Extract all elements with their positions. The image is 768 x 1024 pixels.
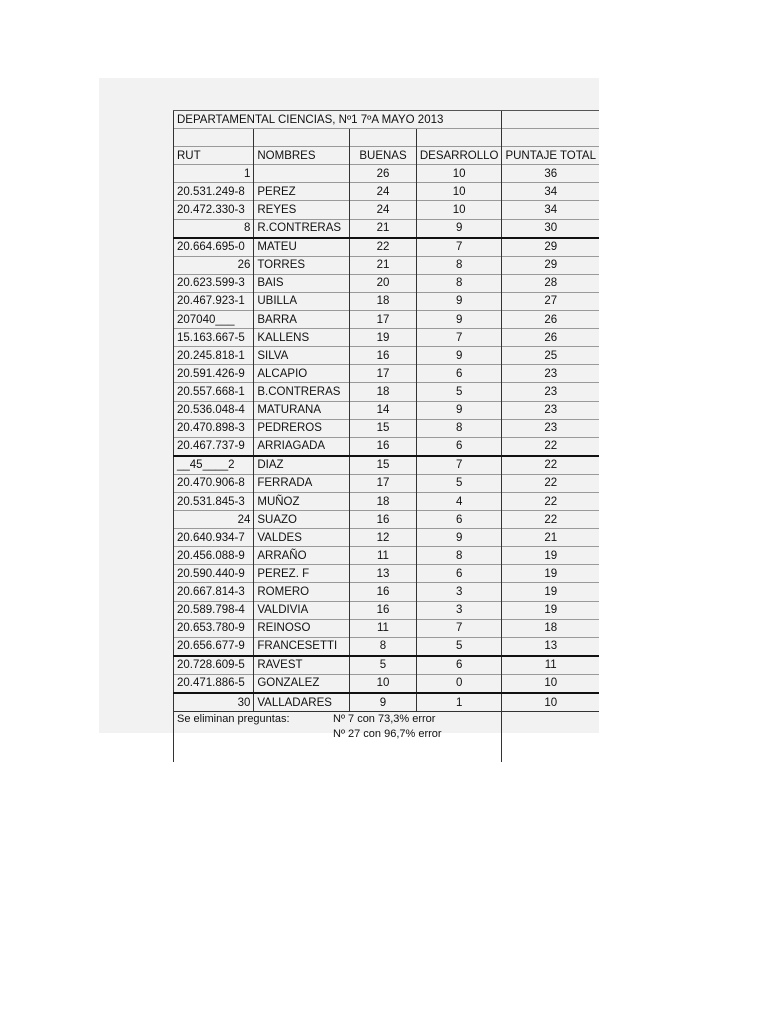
buenas-cell: 9: [350, 693, 417, 712]
name-cell: MUÑOZ: [254, 492, 350, 510]
buenas-cell: 11: [350, 547, 417, 565]
rut-cell: 26: [174, 256, 254, 274]
desarrollo-cell: 9: [416, 529, 502, 547]
header-row: [174, 147, 600, 165]
total-cell: 29: [502, 256, 599, 274]
name-cell: UBILLA: [254, 292, 350, 310]
table-row: [174, 201, 600, 219]
desarrollo-cell: 10: [416, 183, 502, 201]
total-cell: 19: [502, 601, 599, 619]
desarrollo-cell: 8: [416, 256, 502, 274]
total-cell: 11: [502, 656, 599, 675]
table-row: [174, 637, 600, 656]
name-cell: PEDREROS: [254, 419, 350, 437]
rut-cell: 20.653.780-9: [174, 619, 254, 637]
name-cell: REINOSO: [254, 619, 350, 637]
header-nombres: NOMBRES: [254, 147, 350, 165]
total-cell: 22: [502, 437, 599, 456]
rut-cell: 20.245.818-1: [174, 347, 254, 365]
header-buenas: BUENAS: [350, 147, 417, 165]
rut-cell: 20.470.898-3: [174, 419, 254, 437]
rut-cell: 20.472.330-3: [174, 201, 254, 219]
table-title: DEPARTAMENTAL CIENCIAS, Nº1 7ºA MAYO 2013: [174, 111, 502, 129]
buenas-cell: 16: [350, 583, 417, 601]
name-cell: GONZALEZ: [254, 674, 350, 693]
total-cell: 10: [502, 693, 599, 712]
table-row: [174, 529, 600, 547]
desarrollo-cell: 7: [416, 238, 502, 257]
table-row: [174, 183, 600, 201]
name-cell: PEREZ. F: [254, 565, 350, 583]
total-cell: 22: [502, 492, 599, 510]
buenas-cell: 18: [350, 383, 417, 401]
name-cell: R.CONTRERAS: [254, 219, 350, 238]
rut-cell: 20.728.609-5: [174, 656, 254, 675]
total-cell: 19: [502, 565, 599, 583]
table-row: [174, 347, 600, 365]
total-cell: 29: [502, 238, 599, 257]
rut-cell: 1: [174, 165, 254, 183]
total-cell: 19: [502, 547, 599, 565]
table-row: [174, 583, 600, 601]
rut-cell: 20.531.845-3: [174, 492, 254, 510]
desarrollo-cell: 10: [416, 165, 502, 183]
desarrollo-cell: 9: [416, 311, 502, 329]
table-row: [174, 456, 600, 475]
empty-cell: [502, 111, 599, 129]
total-cell: 13: [502, 637, 599, 656]
table-row: [174, 219, 600, 238]
total-cell: 23: [502, 383, 599, 401]
table-row: [174, 365, 600, 383]
desarrollo-cell: 0: [416, 674, 502, 693]
table-row: [174, 474, 600, 492]
rut-cell: 20.531.249-8: [174, 183, 254, 201]
buenas-cell: 17: [350, 311, 417, 329]
total-cell: 23: [502, 419, 599, 437]
buenas-cell: 21: [350, 256, 417, 274]
total-cell: 36: [502, 165, 599, 183]
buenas-cell: 22: [350, 238, 417, 257]
desarrollo-cell: 4: [416, 492, 502, 510]
table-row: [174, 238, 600, 257]
footer-note-2: Nº 27 con 96,7% error: [333, 728, 442, 741]
total-cell: 22: [502, 511, 599, 529]
buenas-cell: 17: [350, 365, 417, 383]
name-cell: B.CONTRERAS: [254, 383, 350, 401]
name-cell: [254, 165, 350, 183]
name-cell: FERRADA: [254, 474, 350, 492]
footer-note: [174, 712, 502, 763]
total-cell: 26: [502, 329, 599, 347]
empty-cell: [502, 712, 599, 763]
rut-cell: 20.590.440-9: [174, 565, 254, 583]
name-cell: TORRES: [254, 256, 350, 274]
name-cell: ARRIAGADA: [254, 437, 350, 456]
total-cell: 18: [502, 619, 599, 637]
total-cell: 27: [502, 292, 599, 310]
table-row: [174, 292, 600, 310]
buenas-cell: 21: [350, 219, 417, 238]
spreadsheet-page: [99, 78, 599, 741]
buenas-cell: 17: [350, 474, 417, 492]
total-cell: 34: [502, 183, 599, 201]
buenas-cell: 13: [350, 565, 417, 583]
buenas-cell: 14: [350, 401, 417, 419]
desarrollo-cell: 7: [416, 456, 502, 475]
desarrollo-cell: 8: [416, 274, 502, 292]
table-row: [174, 547, 600, 565]
desarrollo-cell: 7: [416, 619, 502, 637]
rut-cell: 20.467.737-9: [174, 437, 254, 456]
total-cell: 34: [502, 201, 599, 219]
name-cell: DIAZ: [254, 456, 350, 475]
buenas-cell: 15: [350, 419, 417, 437]
name-cell: MATEU: [254, 238, 350, 257]
name-cell: ARRAÑO: [254, 547, 350, 565]
total-cell: 28: [502, 274, 599, 292]
table-row: [174, 511, 600, 529]
rut-cell: 20.656.677-9: [174, 637, 254, 656]
buenas-cell: 24: [350, 201, 417, 219]
desarrollo-cell: 6: [416, 656, 502, 675]
total-cell: 21: [502, 529, 599, 547]
desarrollo-cell: 9: [416, 401, 502, 419]
table-row: [174, 492, 600, 510]
rut-cell: 20.664.695-0: [174, 238, 254, 257]
header-puntaje: PUNTAJE TOTAL: [502, 147, 599, 165]
table-row: [174, 565, 600, 583]
table-row: [174, 311, 600, 329]
table-row: [174, 619, 600, 637]
table-row: [174, 165, 600, 183]
results-table: [173, 110, 599, 762]
header-rut: RUT: [174, 147, 254, 165]
buenas-cell: 11: [350, 619, 417, 637]
name-cell: SUAZO: [254, 511, 350, 529]
total-cell: 23: [502, 365, 599, 383]
rut-cell: 15.163.667-5: [174, 329, 254, 347]
buenas-cell: 10: [350, 674, 417, 693]
table-row: [174, 601, 600, 619]
buenas-cell: 16: [350, 601, 417, 619]
footer-label: Se eliminan preguntas:: [177, 713, 290, 726]
desarrollo-cell: 8: [416, 547, 502, 565]
header-desarrollo: DESARROLLO: [416, 147, 502, 165]
rut-cell: 20.470.906-8: [174, 474, 254, 492]
desarrollo-cell: 5: [416, 474, 502, 492]
desarrollo-cell: 6: [416, 365, 502, 383]
desarrollo-cell: 3: [416, 583, 502, 601]
blank-row: [174, 129, 600, 147]
table-row: [174, 383, 600, 401]
desarrollo-cell: 3: [416, 601, 502, 619]
name-cell: RAVEST: [254, 656, 350, 675]
desarrollo-cell: 9: [416, 292, 502, 310]
total-cell: 10: [502, 674, 599, 693]
total-cell: 25: [502, 347, 599, 365]
buenas-cell: 12: [350, 529, 417, 547]
name-cell: REYES: [254, 201, 350, 219]
footer-row: [174, 712, 600, 763]
desarrollo-cell: 7: [416, 329, 502, 347]
total-cell: 23: [502, 401, 599, 419]
table-row: [174, 256, 600, 274]
table-row: [174, 693, 600, 712]
desarrollo-cell: 6: [416, 511, 502, 529]
name-cell: ROMERO: [254, 583, 350, 601]
total-cell: 26: [502, 311, 599, 329]
rut-cell: 20.456.088-9: [174, 547, 254, 565]
name-cell: MATURANA: [254, 401, 350, 419]
name-cell: BARRA: [254, 311, 350, 329]
rut-cell: 8: [174, 219, 254, 238]
buenas-cell: 16: [350, 437, 417, 456]
name-cell: BAIS: [254, 274, 350, 292]
rut-cell: 20.591.426-9: [174, 365, 254, 383]
table-row: [174, 329, 600, 347]
title-row: [174, 111, 600, 129]
table-row: [174, 437, 600, 456]
name-cell: VALDES: [254, 529, 350, 547]
rut-cell: 20.640.934-7: [174, 529, 254, 547]
buenas-cell: 15: [350, 456, 417, 475]
rut-cell: 24: [174, 511, 254, 529]
footer-note-1: Nº 7 con 73,3% error: [333, 713, 436, 726]
buenas-cell: 19: [350, 329, 417, 347]
table-row: [174, 419, 600, 437]
rut-cell: 20.623.599-3: [174, 274, 254, 292]
rut-cell: 20.471.886-5: [174, 674, 254, 693]
name-cell: ALCAPIO: [254, 365, 350, 383]
total-cell: 30: [502, 219, 599, 238]
name-cell: PEREZ: [254, 183, 350, 201]
buenas-cell: 16: [350, 347, 417, 365]
desarrollo-cell: 8: [416, 419, 502, 437]
buenas-cell: 16: [350, 511, 417, 529]
desarrollo-cell: 6: [416, 437, 502, 456]
rut-cell: 20.589.798-4: [174, 601, 254, 619]
name-cell: VALDIVIA: [254, 601, 350, 619]
buenas-cell: 26: [350, 165, 417, 183]
desarrollo-cell: 6: [416, 565, 502, 583]
total-cell: 22: [502, 456, 599, 475]
rut-cell: 20.467.923-1: [174, 292, 254, 310]
buenas-cell: 24: [350, 183, 417, 201]
buenas-cell: 18: [350, 292, 417, 310]
desarrollo-cell: 5: [416, 383, 502, 401]
desarrollo-cell: 9: [416, 219, 502, 238]
rut-cell: 20.667.814-3: [174, 583, 254, 601]
desarrollo-cell: 10: [416, 201, 502, 219]
total-cell: 19: [502, 583, 599, 601]
rut-cell: 30: [174, 693, 254, 712]
name-cell: FRANCESETTI: [254, 637, 350, 656]
rut-cell: 207040___: [174, 311, 254, 329]
buenas-cell: 5: [350, 656, 417, 675]
desarrollo-cell: 5: [416, 637, 502, 656]
rut-cell: __45____2: [174, 456, 254, 475]
name-cell: KALLENS: [254, 329, 350, 347]
rut-cell: 20.536.048-4: [174, 401, 254, 419]
desarrollo-cell: 9: [416, 347, 502, 365]
table-row: [174, 674, 600, 693]
name-cell: VALLADARES: [254, 693, 350, 712]
name-cell: SILVA: [254, 347, 350, 365]
rut-cell: 20.557.668-1: [174, 383, 254, 401]
table-row: [174, 274, 600, 292]
table-row: [174, 401, 600, 419]
buenas-cell: 8: [350, 637, 417, 656]
buenas-cell: 18: [350, 492, 417, 510]
buenas-cell: 20: [350, 274, 417, 292]
desarrollo-cell: 1: [416, 693, 502, 712]
table-row: [174, 656, 600, 675]
total-cell: 22: [502, 474, 599, 492]
